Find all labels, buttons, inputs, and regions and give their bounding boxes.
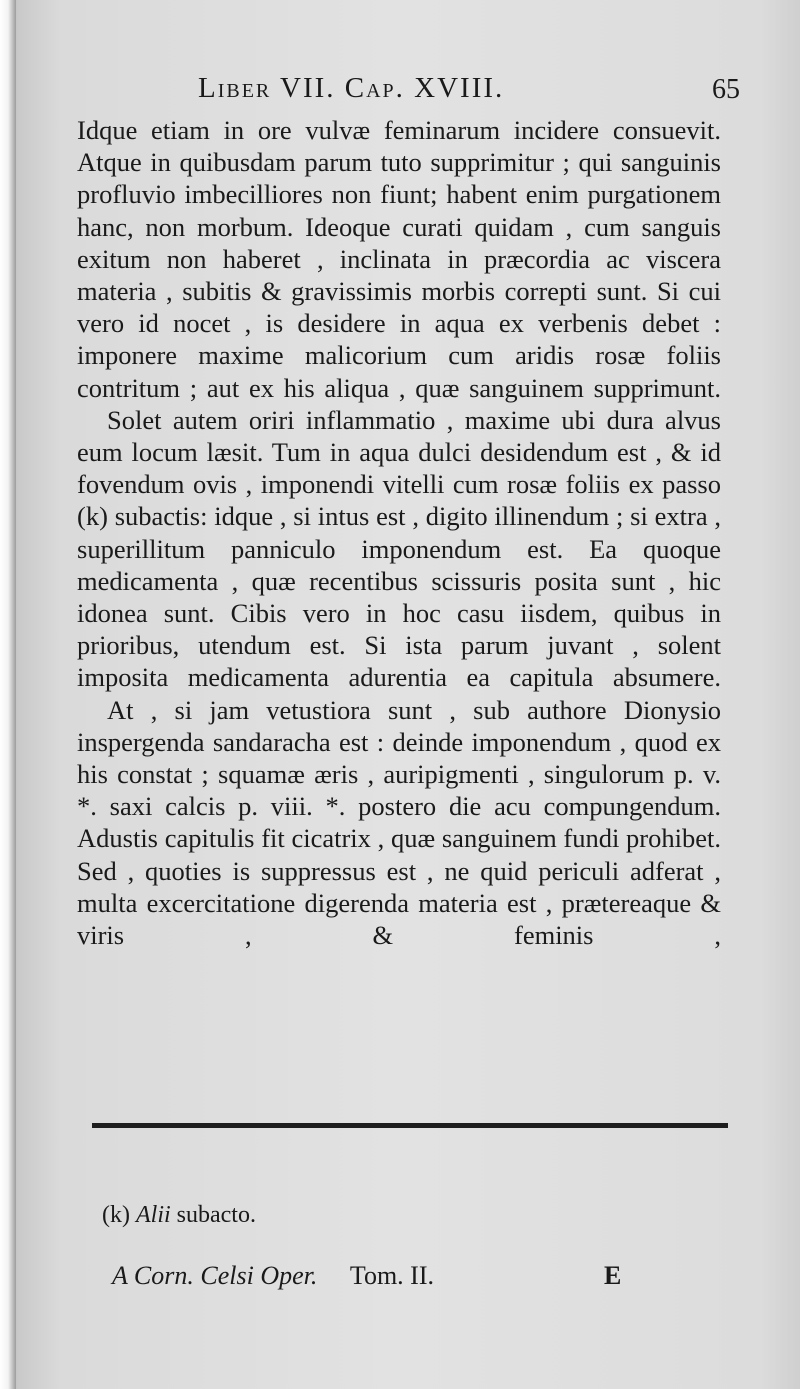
signature-line (112, 1261, 632, 1291)
paragraph-1: Idque etiam in ore vulvæ feminarum incidere consuevit. Atque in quibusdam parum tuto supprimitur ; qui sanguinis profluvio imbecilliores non fiunt; habent enim purgationem hanc, non morbum. Ideoque curati quidam , cum sanguis exitum non haberet , inclinata in præcordia ac viscera materia , subitis & gravissimis morbis correpti sunt. Si cui vero id nocet , is desidere in aqua ex verbenis debet : imponere maxime malicorium cum aridis rosæ foliis contritum ; aut ex his aliqua , quæ sanguinem supprimunt. (77, 115, 721, 403)
page-number: 65 (712, 74, 740, 105)
footnote-rule (92, 1123, 728, 1128)
paragraph-2: Solet autem oriri inflammatio , maxime ubi dura alvus eum locum læsit. Tum in aqua dulci desidendum est , & id fovendum ovis , imponendi vitelli cum rosæ foliis ex passo (k) subactis: idque , si intus est , digito illinendum ; si extra , superillitum panniculo imponendum est. Ea quoque medicamenta , quæ recentibus scissuris posita sunt , hic idonea sunt. Cibis vero in hoc casu iisdem, quibus in prioribus, utendum est. Si ista parum juvant , solent imposita medicamenta adurentia ea capitula absumere. (77, 404, 721, 693)
body-text (77, 114, 721, 951)
footnote (102, 1202, 256, 1229)
footnote-text: subacto. (176, 1202, 256, 1228)
signature-mark: E (604, 1261, 622, 1290)
footnote-italic: Alii (135, 1202, 171, 1228)
page-header (140, 72, 740, 112)
signature-title: A Corn. Celsi Oper. (112, 1261, 318, 1290)
paragraph-3: At , si jam vetustiora sunt , sub authore Dionysio inspergenda sandaracha est : deinde imponendum , quod ex his constat ; squamæ æris , auripigmenti , singulorum p. v. *. saxi calcis p. viii. *. postero die acu compungendum. Adustis capitulis fit cicatrix , quæ sanguinem fundi prohibet. Sed , quoties is suppressus est , ne quid periculi adferat , multa excercitatione digerenda materia est , prætereaque & viris , & feminis , (77, 694, 721, 951)
signature-tome: Tom. II. (349, 1261, 434, 1290)
footnote-marker: (k) (102, 1202, 130, 1228)
page-binding-edge (0, 0, 16, 1389)
running-title: Liber VII. Cap. XVIII. (198, 72, 505, 104)
